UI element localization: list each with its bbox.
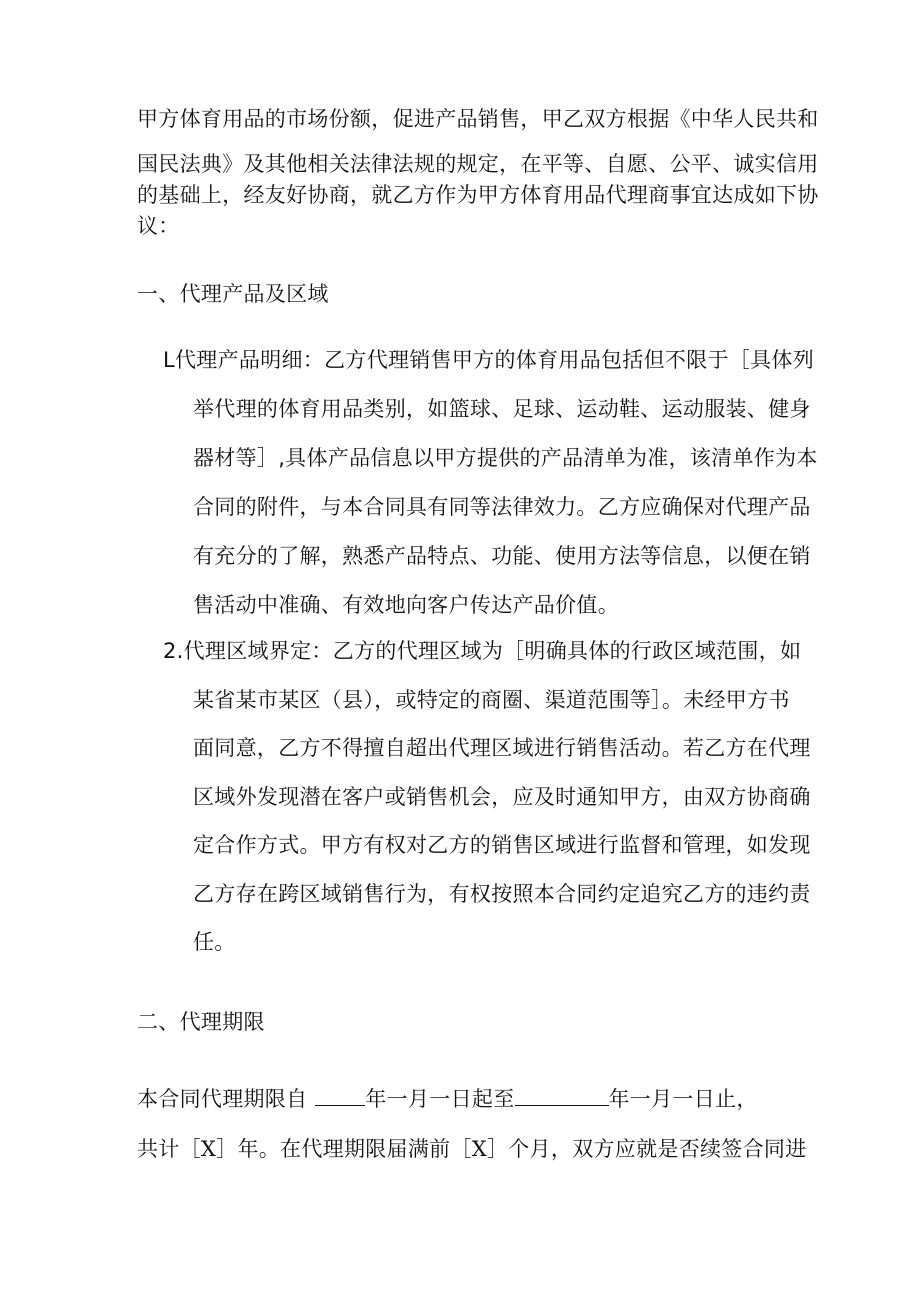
clause-item-2-line: 乙方存在跨区域销售行为，有权按照本合同约定追究乙方的违约责 — [193, 882, 811, 906]
start-year-blank — [315, 1085, 365, 1106]
clause-item-2-line: 面同意，乙方不得擅自超出代理区域进行销售活动。若乙方在代理 — [193, 736, 811, 760]
term-text-middle: 年一月一日起至 — [365, 1087, 515, 1111]
intro-line: 国民法典》及其他相关法律法规的规定，在平等、自愿、公平、诚实信用 — [137, 152, 819, 176]
clause-item-2-line: 区域外发现潜在客户或销售机会，应及时通知甲方，由双方协商确 — [193, 785, 811, 809]
clause-item-2: 2.代理区域界定：乙方的代理区域为［明确具体的行政区域范围，如 — [163, 639, 802, 663]
term-line — [137, 1084, 758, 1114]
term-text-start: 本合同代理期限自 — [137, 1087, 308, 1111]
clause-item-1-line: 举代理的体育用品类别，如篮球、足球、运动鞋、运动服装、健身 — [193, 397, 811, 421]
clause-item-1-line: 器材等］,具体产品信息以甲方提供的产品清单为准，该清单作为本 — [193, 446, 818, 470]
intro-line: 议： — [137, 214, 180, 238]
term-duration-line: 共计［X］年。在代理期限届满前［X］个月，双方应就是否续签合同进 — [137, 1137, 807, 1161]
intro-line: 甲方体育用品的市场份额，促进产品销售，甲乙双方根据《中华人民共和 — [137, 107, 819, 131]
clause-item-1-line: 合同的附件，与本合同具有同等法律效力。乙方应确保对代理产品 — [193, 495, 811, 519]
section-heading: 二、代理期限 — [137, 1010, 265, 1034]
clause-item-2-line: 某省某市某区（县），或特定的商圈、渠道范围等］。未经甲方书 — [193, 688, 790, 712]
section-heading: 一、代理产品及区域 — [137, 282, 329, 306]
clause-item-2-line: 定合作方式。甲方有权对乙方的销售区域进行监督和管理，如发现 — [193, 833, 811, 857]
clause-item-1: L代理产品明细：乙方代理销售甲方的体育用品包括但不限于［具体列 — [163, 348, 814, 372]
clause-item-2-line: 任。 — [193, 930, 236, 954]
end-year-blank — [515, 1085, 609, 1106]
clause-item-1-line: 有充分的了解，熟悉产品特点、功能、使用方法等信息，以便在销 — [193, 544, 811, 568]
term-text-end: 年一月一日止， — [608, 1087, 758, 1111]
clause-item-1-line: 售活动中准确、有效地向客户传达产品价值。 — [193, 593, 619, 617]
intro-line: 的基础上，经友好协商，就乙方作为甲方体育用品代理商事宜达成如下协 — [137, 183, 819, 207]
